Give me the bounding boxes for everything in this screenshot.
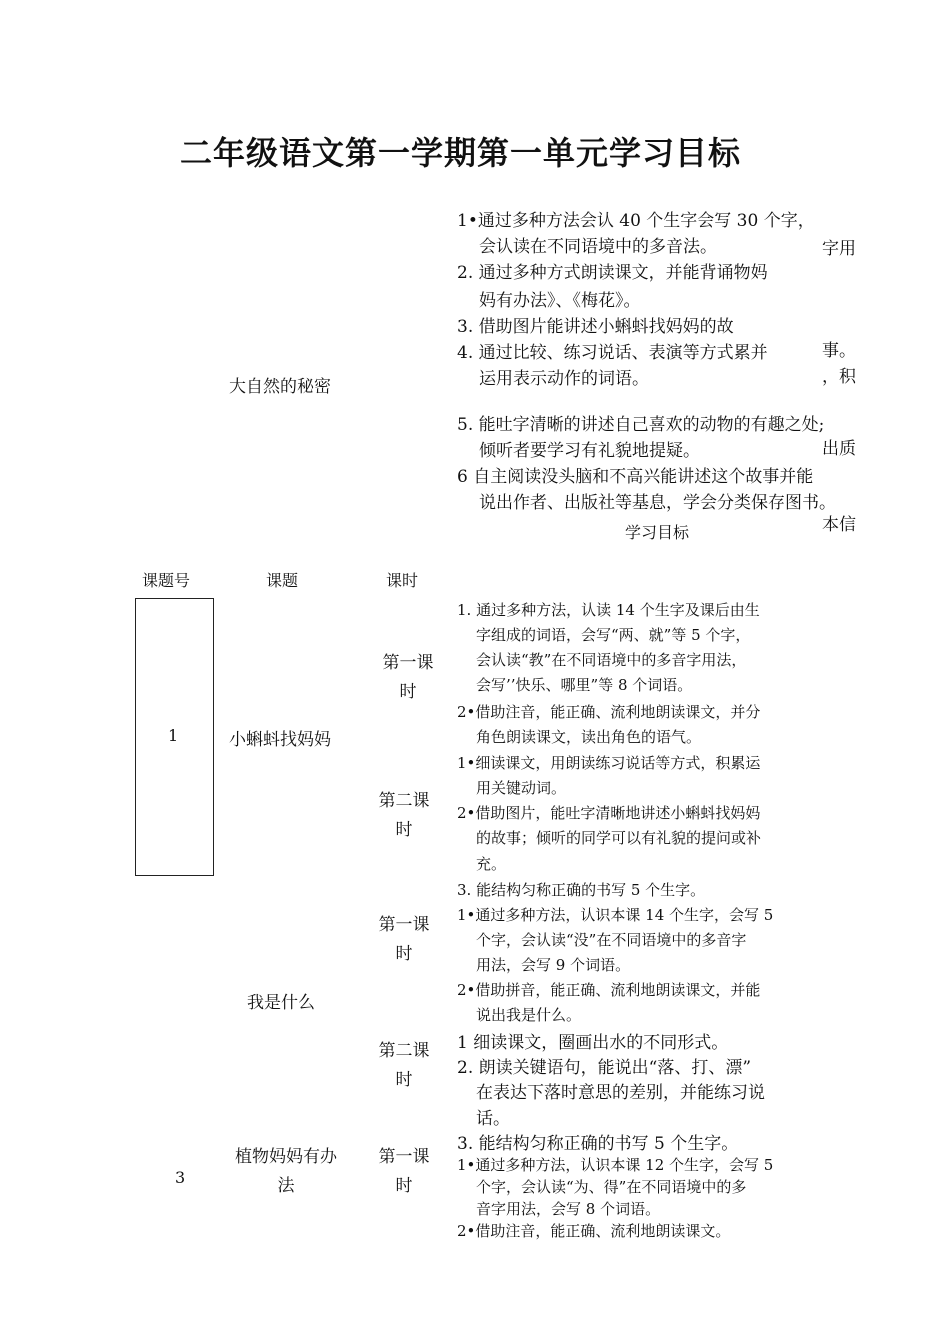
- lesson-no: 3: [175, 1168, 186, 1187]
- unit-goal-line: 1•通过多种方法会认 40 个生字会写 30 个字，: [457, 211, 815, 231]
- goal-line: 1. 通过多种方法，认读 14 个生字及课后由生: [457, 601, 760, 619]
- period-label-line1: 第一课: [378, 915, 430, 935]
- goal-line: 1 细读课文，圈画出水的不同形式。: [457, 1033, 729, 1053]
- unit-goal-line: 运用表示动作的词语。: [479, 369, 649, 389]
- lesson-title: 小蝌蚪找妈妈: [229, 730, 331, 750]
- goal-line: 在表达下落时意思的差别，并能练习说: [476, 1083, 765, 1103]
- goal-line: 2•借助注音，能正确、流利地朗读课文，并分: [457, 703, 761, 721]
- header-lesson-no: 课题号: [142, 571, 191, 590]
- goal-line: 会写’’快乐、哪里”等 8 个词语。: [476, 676, 693, 694]
- period-label-line1: 第一课: [378, 1147, 430, 1167]
- header-period: 课时: [386, 571, 419, 590]
- period-label: [372, 786, 436, 840]
- goal-line: 1•通过多种方法，认识本课 12 个生字，会写 5: [457, 1156, 774, 1174]
- goal-line: 个字，会认读“为、得”在不同语境中的多: [476, 1178, 747, 1196]
- unit-goal-line: 5. 能吐字清晰的讲述自己喜欢的动物的有趣之处;: [457, 415, 825, 435]
- side-fragment: 本信: [822, 515, 856, 535]
- lesson-title-line1: 植物妈妈有办: [235, 1147, 337, 1167]
- goal-line: 2. 朗读关键语句，能说出“落、打、漂”: [457, 1058, 752, 1078]
- unit-goal-line: 3. 借助图片能讲述小蝌蚪找妈妈的故: [457, 317, 734, 337]
- unit-goal-line: 4. 通过比较、练习说话、表演等方式累并: [457, 343, 768, 363]
- goal-line: 说出我是什么。: [476, 1006, 582, 1024]
- period-label-line2: 时: [395, 820, 413, 840]
- unit-goal-line: 2. 通过多种方式朗读课文，并能背诵物妈: [457, 263, 768, 283]
- goal-line: 字组成的词语，会写“两、就”等 5 个字，: [476, 626, 751, 644]
- period-label-line1: 第二课: [378, 791, 430, 811]
- period-label: [372, 1036, 436, 1090]
- goal-line: 个字，会认读“没”在不同语境中的多音字: [476, 931, 747, 949]
- lesson-title: [222, 1142, 350, 1196]
- goal-line: 2•借助图片，能吐字清晰地讲述小蝌蚪找妈妈: [457, 804, 761, 822]
- period-label-line2: 时: [395, 944, 413, 964]
- unit-goal-line: 说出作者、出版社等基息，学会分类保存图书。: [479, 493, 836, 513]
- goal-line: 3. 能结构匀称正确的书写 5 个生字。: [457, 881, 706, 899]
- period-label-line2: 时: [399, 682, 417, 702]
- goal-line: 3. 能结构匀称正确的书写 5 个生字。: [457, 1134, 739, 1154]
- lesson-no: 1: [168, 726, 179, 745]
- side-fragment: 字用: [822, 239, 856, 259]
- goal-line: 音字用法，会写 8 个词语。: [476, 1200, 661, 1218]
- unit-goal-line: 妈有办法》、《梅花》。: [479, 291, 641, 311]
- goal-line: 用关键动词。: [476, 779, 567, 797]
- unit-goal-line: 会认读在不同语境中的多音法。: [479, 237, 717, 257]
- period-label: [372, 1142, 436, 1196]
- page-title: 二年级语文第一学期第一单元学习目标: [180, 134, 742, 172]
- side-fragment: 出质: [822, 439, 856, 459]
- period-label: [376, 648, 440, 702]
- lesson-title-line2: 法: [277, 1176, 295, 1196]
- header-lesson: 课题: [266, 571, 299, 590]
- goal-line: 充。: [476, 855, 507, 873]
- side-fragment: ，积: [822, 367, 856, 387]
- goal-line: 话。: [476, 1109, 510, 1129]
- goal-line: 的故事；倾听的同学可以有礼貌的提问或补: [476, 829, 762, 847]
- header-goal: 学习目标: [625, 523, 690, 542]
- goal-line: 会认读“教”在不同语境中的多音字用法，: [476, 651, 747, 669]
- goal-line: 用法，会写 9 个词语。: [476, 956, 631, 974]
- unit-name: 大自然的秘密: [229, 377, 331, 397]
- unit-goal-line: 倾听者要学习有礼貌地提疑。: [479, 441, 700, 461]
- goal-line: 1•细读课文，用朗读练习说话等方式，积累运: [457, 754, 761, 772]
- period-label: [372, 910, 436, 964]
- period-label-line2: 时: [395, 1176, 413, 1196]
- period-label-line1: 第一课: [382, 653, 434, 673]
- goal-line: 1•通过多种方法，认识本课 14 个生字，会写 5: [457, 906, 774, 924]
- side-fragment: 事。: [822, 341, 856, 361]
- period-label-line2: 时: [395, 1070, 413, 1090]
- unit-goal-line: 6 自主阅读没头脑和不高兴能讲述这个故事并能: [457, 467, 814, 487]
- goal-line: 2•借助注音，能正确、流利地朗读课文。: [457, 1222, 731, 1240]
- goal-line: 2•借助拼音，能正确、流利地朗读课文，并能: [457, 981, 761, 999]
- period-label-line1: 第二课: [378, 1041, 430, 1061]
- lesson-title: 我是什么: [247, 993, 315, 1013]
- goal-line: 角色朗读课文，读出角色的语气。: [476, 728, 702, 746]
